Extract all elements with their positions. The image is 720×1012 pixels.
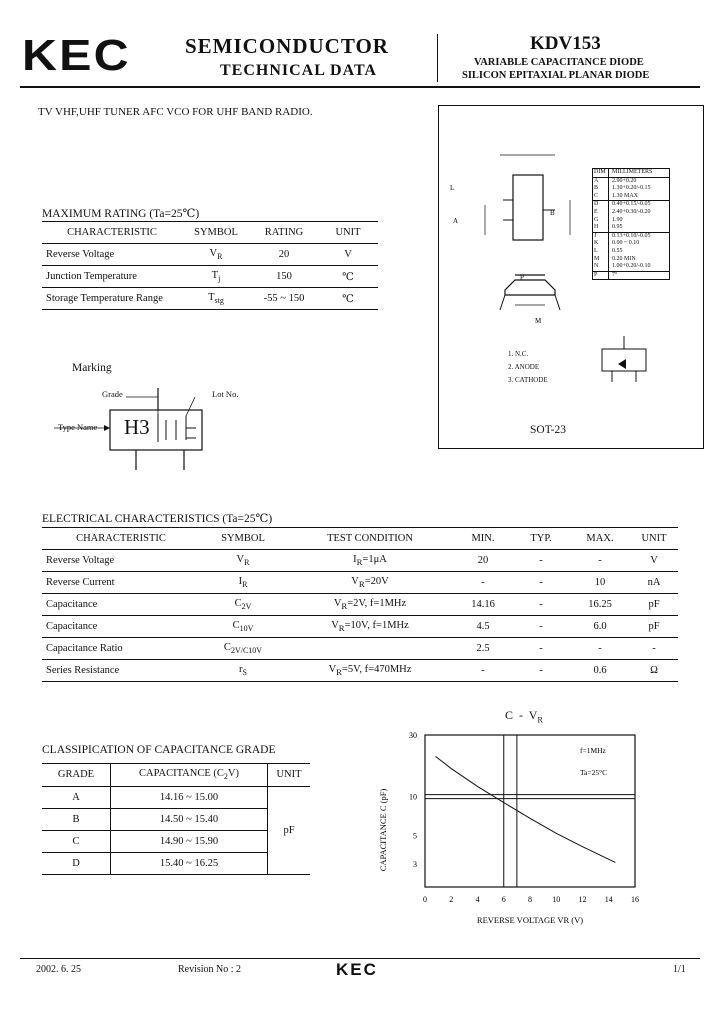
dim-letter: E [593,209,609,217]
characteristic: Capacitance [42,616,200,638]
marking-type-label: Type Name [58,422,98,432]
dim-value: 0.40+0.15/-0.05 [612,201,651,208]
dim-value: 1.90 [612,216,623,223]
elec-table [42,527,678,682]
chart-xtick: 16 [631,895,639,904]
grade: C [42,830,111,852]
part-description-2: SILICON EPITAXIAL PLANAR DIODE [462,70,650,81]
characteristic: Storage Temperature Range [46,293,163,304]
dim-value: 0.20 MIN [612,255,636,262]
table-row [42,638,678,660]
rating: 150 [250,266,318,288]
dim-row [593,178,669,186]
symbol: $C_{2V}$ [200,594,286,616]
capacitance-range: 15.40 ~ 16.25 [111,852,268,874]
test-condition: $V_R=5V$, f=470MHz [328,663,412,678]
max: - [570,550,630,572]
col-unit: UNIT [630,528,678,550]
dim-value: 7° [612,271,618,278]
marking-code: H3 [124,415,150,439]
dim-letter: H [593,224,609,232]
dim-header [593,169,669,178]
unit: Ω [650,665,658,676]
test-condition: $V_R=20V$ [286,572,454,594]
characteristic: Junction Temperature [42,266,182,288]
table-row [42,572,678,594]
dim-row [593,240,669,248]
header-subtitle: TECHNICAL DATA [220,62,377,79]
dim-value: 1.00+0.20/-0.10 [612,263,651,270]
characteristic: Reverse Voltage [42,550,200,572]
symbol: $T_j$ [182,266,250,288]
test-condition: $I_R=1\mu A$ [286,550,454,572]
dim-letter: G [593,217,609,225]
typ: - [512,550,570,572]
col-max: MAX. [570,528,630,550]
svg-text:M: M [535,317,542,325]
dim-letter: D [593,201,609,209]
rating: 20 [250,244,318,266]
symbol: $V_R$ [182,244,250,266]
table-row [42,616,678,638]
unit: - [630,638,678,660]
footer-rule [20,958,700,959]
chart-ytick: 10 [409,792,417,802]
col-unit: UNIT [318,222,378,244]
min: 14.16 [454,594,512,616]
header-title: SEMICONDUCTOR [185,34,389,58]
characteristic: Capacitance [42,594,200,616]
dim-row [593,248,669,256]
dim-value: 2.90+0.20 [612,177,637,184]
unit: pF [630,616,678,638]
dim-value: 0.95 [612,224,623,231]
max: 10 [570,572,630,594]
max-rating-title: MAXIMUM RATING (Ta=25℃) [42,208,200,220]
svg-text:A: A [453,217,459,225]
elec-title: ELECTRICAL CHARACTERISTICS (Ta=25℃) [42,513,273,525]
symbol: $r_S$ [239,663,247,678]
col-characteristic: CHARACTERISTIC [42,222,182,244]
characteristic: Reverse Current [42,572,200,594]
chart-ytick: 3 [413,860,417,870]
typ: - [512,572,570,594]
dim-letter: L [593,248,609,256]
dim-col: DIM [593,169,609,177]
col-typ: TYP. [512,528,570,550]
dim-row [593,233,669,241]
grade: B [42,808,111,830]
dim-value: 0.55 [612,247,623,254]
table-row [42,786,310,808]
chart-xtick: 0 [423,895,427,904]
svg-text:L: L [450,184,455,192]
characteristic: Reverse Voltage [42,244,182,266]
typ: - [512,638,570,660]
dim-letter: K [593,240,609,248]
dim-row [593,193,669,202]
symbol: $T_{stg}$ [208,291,224,306]
svg-text:P: P [520,274,524,282]
dim-value: 0.00 ~ 0.10 [612,240,640,247]
max: 0.6 [593,665,607,676]
capacitance-range: 14.90 ~ 15.90 [111,830,268,852]
pin-1: 1. N.C. [508,350,529,358]
grade-title: CLASSIPICATION OF CAPACITANCE GRADE [42,744,276,756]
dim-row [593,272,669,280]
dim-row [593,256,669,264]
max: - [570,638,630,660]
svg-text:B: B [550,209,555,217]
dim-row [593,185,669,193]
chart-annotation: f=1MHz [580,746,606,755]
dim-letter: M [593,256,609,264]
table-row [42,266,378,288]
dim-value: 1.30+0.20/-0.15 [612,185,651,192]
symbol: $V_R$ [200,550,286,572]
col-min: MIN. [454,528,512,550]
typ: - [539,665,543,676]
chart-xtick: 14 [604,895,613,904]
col-characteristic: CHARACTERISTIC [42,528,200,550]
max: 6.0 [570,616,630,638]
max: 16.25 [570,594,630,616]
chart-xlabel: REVERSE VOLTAGE VR (V) [476,915,584,925]
dim-value: 2.40+0.30/-0.20 [612,208,651,215]
chart-annotation: Ta=25°C [580,768,608,777]
unit: ℃ [342,293,354,305]
symbol: $C_{10V}$ [200,616,286,638]
marking-grade-label: Grade [102,389,123,399]
unit: V [630,550,678,572]
characteristic: Series Resistance [46,665,120,676]
dim-letter: J [593,233,609,241]
header-rule [20,86,700,88]
table-row [42,288,378,310]
chart-xtick: 10 [552,895,561,904]
chart-ytick: 30 [409,731,417,740]
marking-title: Marking [72,362,112,374]
header-divider [437,34,438,82]
package-name: SOT-23 [530,424,566,436]
footer-page: 1/1 [673,964,686,975]
col-capacitance: CAPACITANCE $(C_2V)$ [111,764,268,786]
pin-2: 2. ANODE [508,363,540,371]
chart-xtick: 12 [578,895,587,904]
kec-logo: KEC [22,31,131,80]
dim-letter: A [593,178,609,186]
min: 2.5 [454,638,512,660]
marking-lot-label: Lot No. [212,389,239,399]
dim-row [593,224,669,233]
rating: -55 ~ 150 [263,293,305,304]
part-description: VARIABLE CAPACITANCE DIODE [474,57,644,68]
col-symbol: SYMBOL [182,222,250,244]
chart-title: C - $V_R$ [505,708,543,725]
table-row [42,244,378,266]
col-symbol: SYMBOL [200,528,286,550]
symbol: $I_R$ [200,572,286,594]
typ: - [512,594,570,616]
footer-logo: KEC [336,960,378,979]
chart-xtick: 6 [501,895,506,904]
unit: pF [268,786,311,874]
grade: D [72,857,80,869]
chart-frame [425,735,635,887]
min: - [454,572,512,594]
min: 20 [454,550,512,572]
part-number: KDV153 [530,33,601,54]
col-grade: GRADE [42,764,111,786]
capacitance-range: 14.16 ~ 15.00 [111,786,268,808]
chart-xtick: 4 [475,895,480,904]
test-condition: $V_R=10V$, f=1MHz [286,616,454,638]
table-row [42,550,678,572]
table-row [42,594,678,616]
grade-table [42,763,310,875]
unit: nA [630,572,678,594]
dim-letter: N [593,263,609,271]
typ: - [512,616,570,638]
pin-symbol [596,334,652,384]
dim-letter: C [593,193,609,201]
pin-3: 3. CATHODE [508,376,548,384]
dim-value: 0.13+0.10/-0.05 [612,232,651,239]
chart-ytick: 5 [413,831,417,841]
mm-col: MILLIMETERS [612,169,653,175]
unit: pF [630,594,678,616]
application-text: TV VHF,UHF TUNER AFC VCO FOR UHF BAND RADIO. [38,106,313,118]
min: - [481,665,485,676]
col-unit: UNIT [268,764,311,786]
dim-letter: B [593,185,609,193]
footer-revision: Revision No : 2 [178,964,242,975]
min: 4.5 [454,616,512,638]
chart-ylabel: CAPACITANCE C (pF) [378,788,388,872]
test-condition [286,638,454,660]
symbol: $C_{2V/C10V}$ [200,638,286,660]
col-test-condition: TEST CONDITION [286,528,454,550]
max-rating-table [42,221,378,310]
test-condition: $V_R=2V$, f=1MHz [286,594,454,616]
grade: A [42,786,111,808]
characteristic: Capacitance Ratio [42,638,200,660]
dim-row [593,263,669,272]
dim-row [593,217,669,225]
chart-xtick: 2 [449,895,454,904]
dim-value: 1.30 MAX [612,192,639,199]
chart-xtick: 8 [528,895,532,904]
capacitance-range: 14.50 ~ 15.40 [111,808,268,830]
dimension-table [592,168,670,280]
cv-chart [370,725,670,930]
footer-date: 2002. 6. 25 [36,964,81,975]
dim-row [593,209,669,217]
table-row [42,660,678,682]
dim-row [593,201,669,209]
dim-letter: P [593,272,609,280]
unit: V [318,244,378,266]
col-rating: RATING [250,222,318,244]
unit: ℃ [318,266,378,288]
